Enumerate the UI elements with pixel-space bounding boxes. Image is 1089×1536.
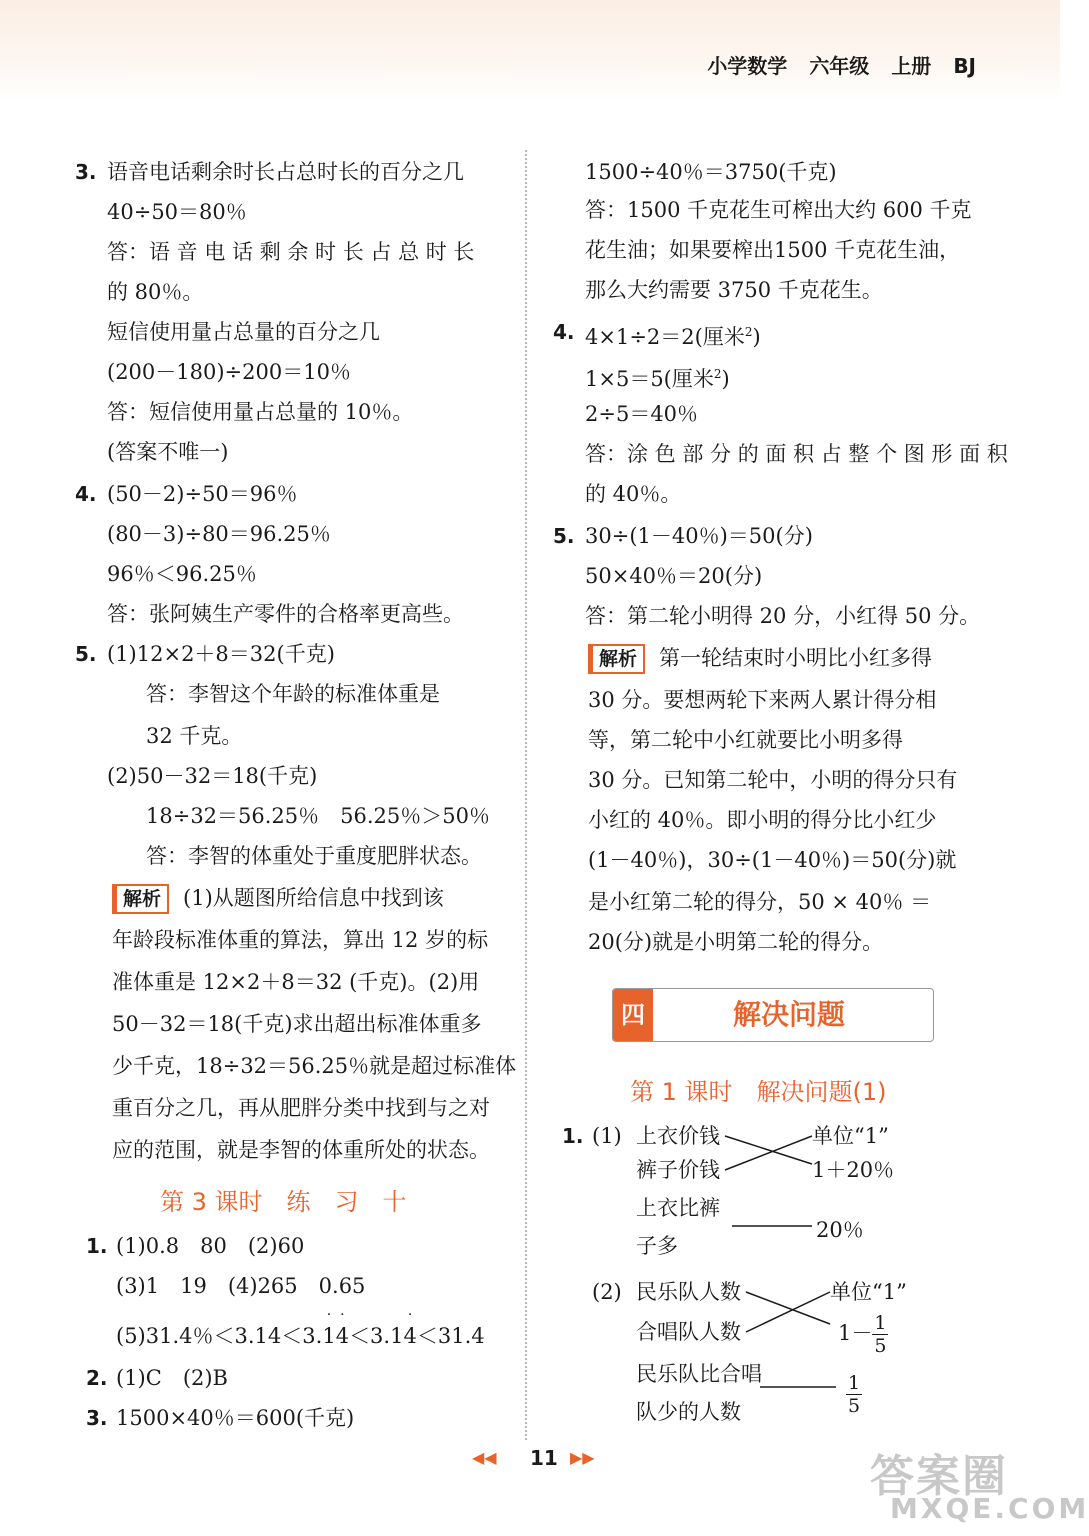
answer-line: 那么大约需要 3750 千克花生。 bbox=[585, 278, 883, 302]
answer-line: 的 40％。 bbox=[585, 482, 682, 506]
answer-line: 96％＜96.25％ bbox=[107, 562, 257, 586]
answer-line: 答：第二轮小明得 20 分，小红得 50 分。 bbox=[585, 604, 981, 628]
repeating-digit: · 1 bbox=[322, 1307, 336, 1348]
superscript: 2 bbox=[744, 325, 753, 339]
superscript: 2 bbox=[713, 367, 722, 381]
analysis-line: 30 分。要想两轮下来两人累计得分相 bbox=[588, 688, 937, 712]
analysis-line: 准体重是 12×2＋8＝32 (千克)。(2)用 bbox=[112, 970, 480, 994]
answer-line: 答：短信使用量占总量的 10％。 bbox=[107, 400, 414, 424]
answer-line: 答：1500 千克花生可榨出大约 600 千克 bbox=[585, 198, 972, 222]
text-run: 1－ bbox=[838, 1321, 873, 1345]
page-number: 11 bbox=[530, 1446, 558, 1470]
connector-line bbox=[725, 1136, 812, 1164]
answer-line: 50×40％＝20(分) bbox=[585, 564, 763, 588]
answer-line: 短信使用量占总量的百分之几 bbox=[107, 320, 380, 344]
next-page-icon[interactable]: ▶▶ bbox=[570, 1448, 595, 1467]
p1-number: 1. bbox=[562, 1124, 584, 1148]
answer-line: 30÷(1－40％)＝50(分) bbox=[585, 524, 813, 548]
answer-line: 18÷32＝56.25％ 56.25％＞50％ bbox=[146, 804, 490, 828]
text-run: 4×1÷2＝2(厘米 bbox=[585, 325, 745, 349]
text-run: 4 bbox=[335, 1324, 350, 1348]
diagram-label: 民乐队比合唱 bbox=[636, 1362, 762, 1386]
ex3-number: 3. bbox=[86, 1406, 108, 1430]
analysis-line: 小红的 40％。即小明的得分比小红少 bbox=[588, 808, 937, 832]
answer-line: (答案不唯一) bbox=[107, 440, 229, 464]
diagram-fraction-expr bbox=[838, 1312, 888, 1357]
analysis-line: 少千克，18÷32＝56.25％就是超过标准体 bbox=[112, 1054, 517, 1078]
analysis-line: 应的范围，就是李智的体重所处的状态。 bbox=[112, 1138, 490, 1162]
part-label: (2) bbox=[592, 1280, 622, 1304]
answer-line: 的 80％。 bbox=[107, 280, 204, 304]
running-header bbox=[685, 50, 976, 79]
connector-line bbox=[746, 1292, 830, 1332]
q4-number: 4. bbox=[75, 482, 97, 506]
diagram-label: 民乐队人数 bbox=[636, 1280, 741, 1304]
answer-line: (1)0.8 80 (2)60 bbox=[116, 1234, 305, 1258]
denominator: 5 bbox=[848, 1395, 861, 1417]
watermark-url: MXQE.COM bbox=[890, 1492, 1089, 1525]
prev-page-icon[interactable]: ◀◀ bbox=[472, 1448, 497, 1467]
analysis-line: 30 分。已知第二轮中，小明的得分只有 bbox=[588, 768, 958, 792]
analysis-label: 解析 bbox=[112, 884, 169, 914]
chapter-banner bbox=[612, 988, 934, 1042]
analysis-line: 等，第二轮中小红就要比小明多得 bbox=[588, 728, 903, 752]
analysis-line: (1)从题图所给信息中找到该 bbox=[183, 886, 444, 910]
answer-line: (3)1 19 (4)265 0.65 bbox=[116, 1274, 366, 1298]
answer-line: (2)50－32＝18(千克) bbox=[107, 764, 318, 788]
text-run: 1 bbox=[322, 1324, 336, 1348]
diagram-label: 单位“1” bbox=[830, 1280, 907, 1304]
diagram-label: 合唱队人数 bbox=[636, 1320, 741, 1344]
text-run: ＜3.1 bbox=[349, 1324, 404, 1348]
answer-line: 答：李智这个年龄的标准体重是 bbox=[146, 682, 440, 706]
answer-line: 答：语 音 电 话 剩 余 时 长 占 总 时 长 bbox=[107, 240, 475, 264]
analysis-line: 20(分)就是小明第二轮的得分。 bbox=[588, 930, 884, 954]
watermark-logo bbox=[850, 1440, 1089, 1530]
analysis-line: 第一轮结束时小明比小红多得 bbox=[659, 646, 933, 670]
text-run: 4 bbox=[403, 1324, 417, 1348]
text-run: 1×5＝5(厘米 bbox=[585, 367, 714, 391]
header-volume: 上册 bbox=[891, 54, 932, 78]
answer-line-repeating bbox=[116, 1307, 485, 1356]
diagram-label: 20％ bbox=[816, 1218, 864, 1242]
diagram-label: 裤子价钱 bbox=[636, 1158, 720, 1182]
lesson-title-1: 第 1 课时 解决问题(1) bbox=[630, 1078, 887, 1106]
text-run: (5)31.4％＜3.14＜3. bbox=[116, 1324, 323, 1348]
r-q5-number: 5. bbox=[553, 524, 575, 548]
connector-line bbox=[725, 1136, 812, 1170]
chapter-title: 解决问题 bbox=[733, 998, 846, 1031]
answer-line: 1500×40％＝600(千克) bbox=[116, 1406, 355, 1430]
analysis-block bbox=[588, 638, 932, 678]
diagram-label: 上衣比裤 bbox=[636, 1196, 720, 1220]
answer-line: 40÷50＝80％ bbox=[107, 200, 247, 224]
analysis-line: 年龄段标准体重的算法，算出 12 岁的标 bbox=[112, 928, 489, 952]
answer-line: (50－2)÷50＝96％ bbox=[107, 482, 298, 506]
diagram-label: 1＋20％ bbox=[812, 1158, 895, 1182]
answer-line: 语音电话剩余时长占总时长的百分之几 bbox=[107, 160, 464, 184]
answer-line: 答：张阿姨生产零件的合格率更高些。 bbox=[107, 602, 464, 626]
answer-line: 答：李智的体重处于重度肥胖状态。 bbox=[146, 844, 482, 868]
answer-line: 1500÷40％＝3750(千克) bbox=[585, 160, 837, 184]
text-run: ) bbox=[752, 325, 761, 349]
chapter-number: 四 bbox=[613, 989, 653, 1041]
analysis-line: 是小红第二轮的得分，50 × 40％ ＝ bbox=[588, 890, 932, 914]
numerator: 1 bbox=[874, 1312, 887, 1334]
q3-number: 3. bbox=[75, 160, 97, 184]
answer-line: (1)12×2＋8＝32(千克) bbox=[107, 642, 335, 666]
connector-line bbox=[746, 1292, 830, 1324]
answer-line bbox=[585, 354, 730, 399]
answer-line: 答：涂 色 部 分 的 面 积 占 整 个 图 形 面 积 bbox=[585, 442, 1008, 466]
denominator: 5 bbox=[874, 1335, 887, 1357]
header-grade: 六年级 bbox=[809, 54, 870, 78]
ex1-number: 1. bbox=[86, 1234, 108, 1258]
analysis-label: 解析 bbox=[588, 644, 645, 674]
header-edition: BJ bbox=[953, 54, 976, 78]
analysis-block bbox=[112, 878, 444, 918]
repeating-digit: · 4 bbox=[335, 1307, 350, 1348]
header-subject: 小学数学 bbox=[707, 54, 788, 78]
answer-line: 32 千克。 bbox=[146, 724, 243, 748]
column-divider bbox=[525, 150, 527, 1440]
diagram-label: 队少的人数 bbox=[636, 1400, 741, 1424]
text-run: ) bbox=[721, 367, 730, 391]
answer-line: (80－3)÷80＝96.25％ bbox=[107, 522, 331, 546]
repeating-digit: · 4 bbox=[403, 1307, 417, 1348]
answer-line: (1)C (2)B bbox=[116, 1366, 228, 1390]
fraction bbox=[872, 1312, 888, 1357]
analysis-line: 重百分之几，再从肥胖分类中找到与之对 bbox=[112, 1096, 490, 1120]
watermark-text: 答案圈 bbox=[870, 1451, 1008, 1502]
diagram-label: 单位“1” bbox=[812, 1124, 889, 1148]
ex2-number: 2. bbox=[86, 1366, 108, 1390]
r-q4-number: 4. bbox=[553, 320, 575, 344]
fraction bbox=[846, 1372, 862, 1417]
lesson-title-3: 第 3 课时 练 习 十 bbox=[160, 1188, 407, 1216]
diagram-fraction bbox=[846, 1372, 862, 1417]
answer-line: 花生油；如果要榨出1500 千克花生油， bbox=[585, 238, 961, 262]
answer-line bbox=[585, 312, 761, 357]
analysis-line: 50－32＝18(千克)求出超出标准体重多 bbox=[112, 1012, 482, 1036]
numerator: 1 bbox=[848, 1372, 861, 1394]
part-label: (1) bbox=[592, 1124, 622, 1148]
q5-number: 5. bbox=[75, 642, 97, 666]
analysis-line: (1－40％)，30÷(1－40％)＝50(分)就 bbox=[588, 848, 957, 872]
diagram-label: 上衣价钱 bbox=[636, 1124, 720, 1148]
answer-line: 2÷5＝40％ bbox=[585, 402, 699, 426]
text-run: ＜31.4 bbox=[416, 1324, 485, 1348]
diagram-label: 子多 bbox=[636, 1234, 678, 1258]
answer-line: (200－180)÷200＝10％ bbox=[107, 360, 351, 384]
